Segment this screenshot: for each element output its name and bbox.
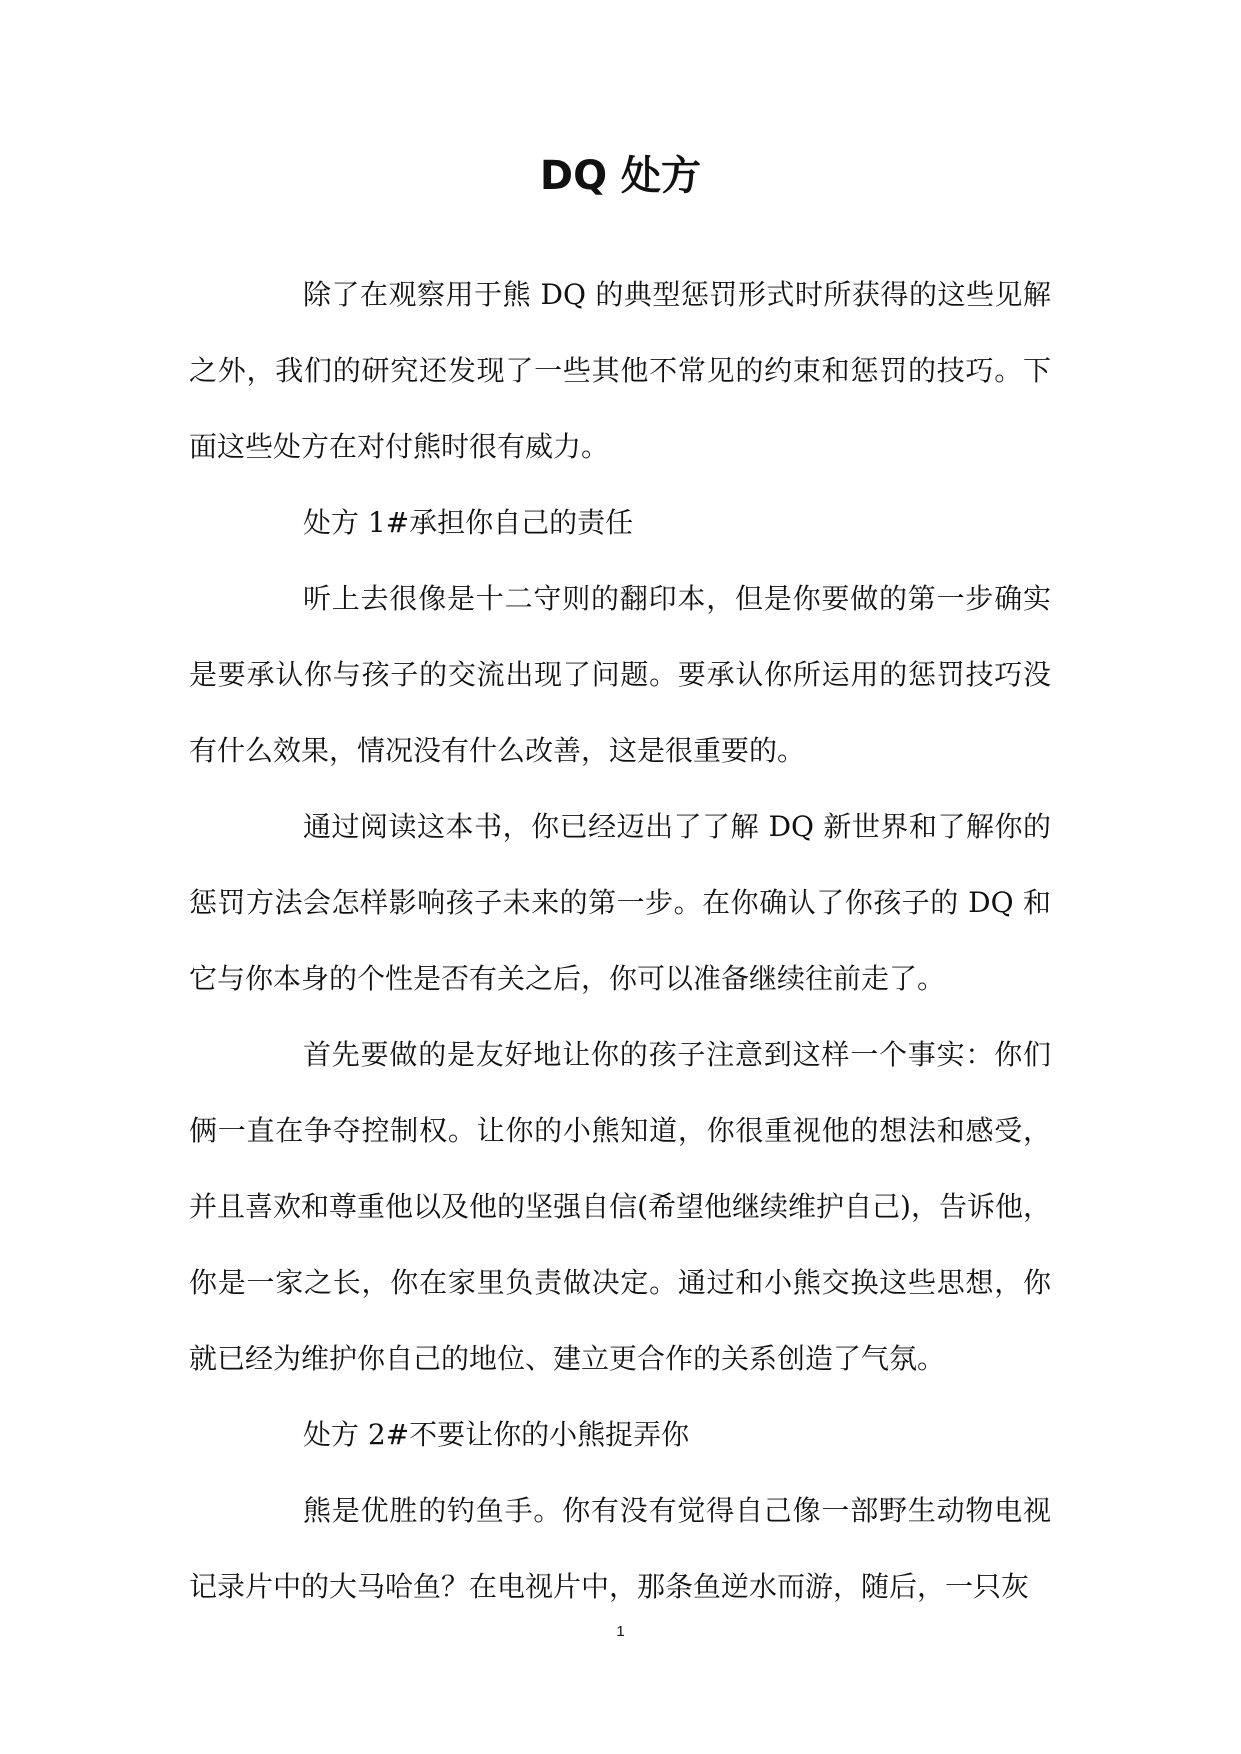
heading-prescription-2: 处方 2#不要让你的小熊捉弄你	[303, 1418, 690, 1451]
paragraph-fishing: 熊是优胜的钓鱼手。你有没有觉得自己像一部野生动物电视记录片中的大马哈鱼？在电视片中，那条鱼逆水而游，随后，一只灰	[189, 1494, 1051, 1603]
paragraph-reading: 通过阅读这本书，你已经迈出了了解 DQ 新世界和了解你的惩罚方法会怎样影响孩子未来的第一步。在你确认了你孩子的 DQ 和它与你本身的个性是否有关之后，你可以准备继续往前走了。	[189, 810, 1051, 995]
paragraph-control: 首先要做的是友好地让你的孩子注意到这样一个事实：你们俩一直在争夺控制权。让你的小熊知道，你很重视他的想法和感受，并且喜欢和尊重他以及他的坚强自信(希望他继续维护自己)，告诉他，你是一家之长，你在家里负责做决定。通过和小熊交换这些思想，你就已经为维护你自己的地位、建立更合作的关系创造了气氛。	[189, 1038, 1051, 1375]
paragraph-intro: 除了在观察用于熊 DQ 的典型惩罚形式时所获得的这些见解之外，我们的研究还发现了一些其他不常见的约束和惩罚的技巧。下面这些处方在对付熊时很有威力。	[189, 278, 1051, 463]
paragraph-responsibility: 听上去很像是十二守则的翻印本，但是你要做的第一步确实是要承认你与孩子的交流出现了问题。要承认你所运用的惩罚技巧没有什么效果，情况没有什么改善，这是很重要的。	[189, 582, 1051, 767]
page-number: 1	[616, 1623, 625, 1640]
document-body	[189, 257, 1051, 1625]
document-title: DQ 处方	[539, 153, 702, 199]
heading-prescription-1: 处方 1#承担你自己的责任	[303, 506, 634, 539]
